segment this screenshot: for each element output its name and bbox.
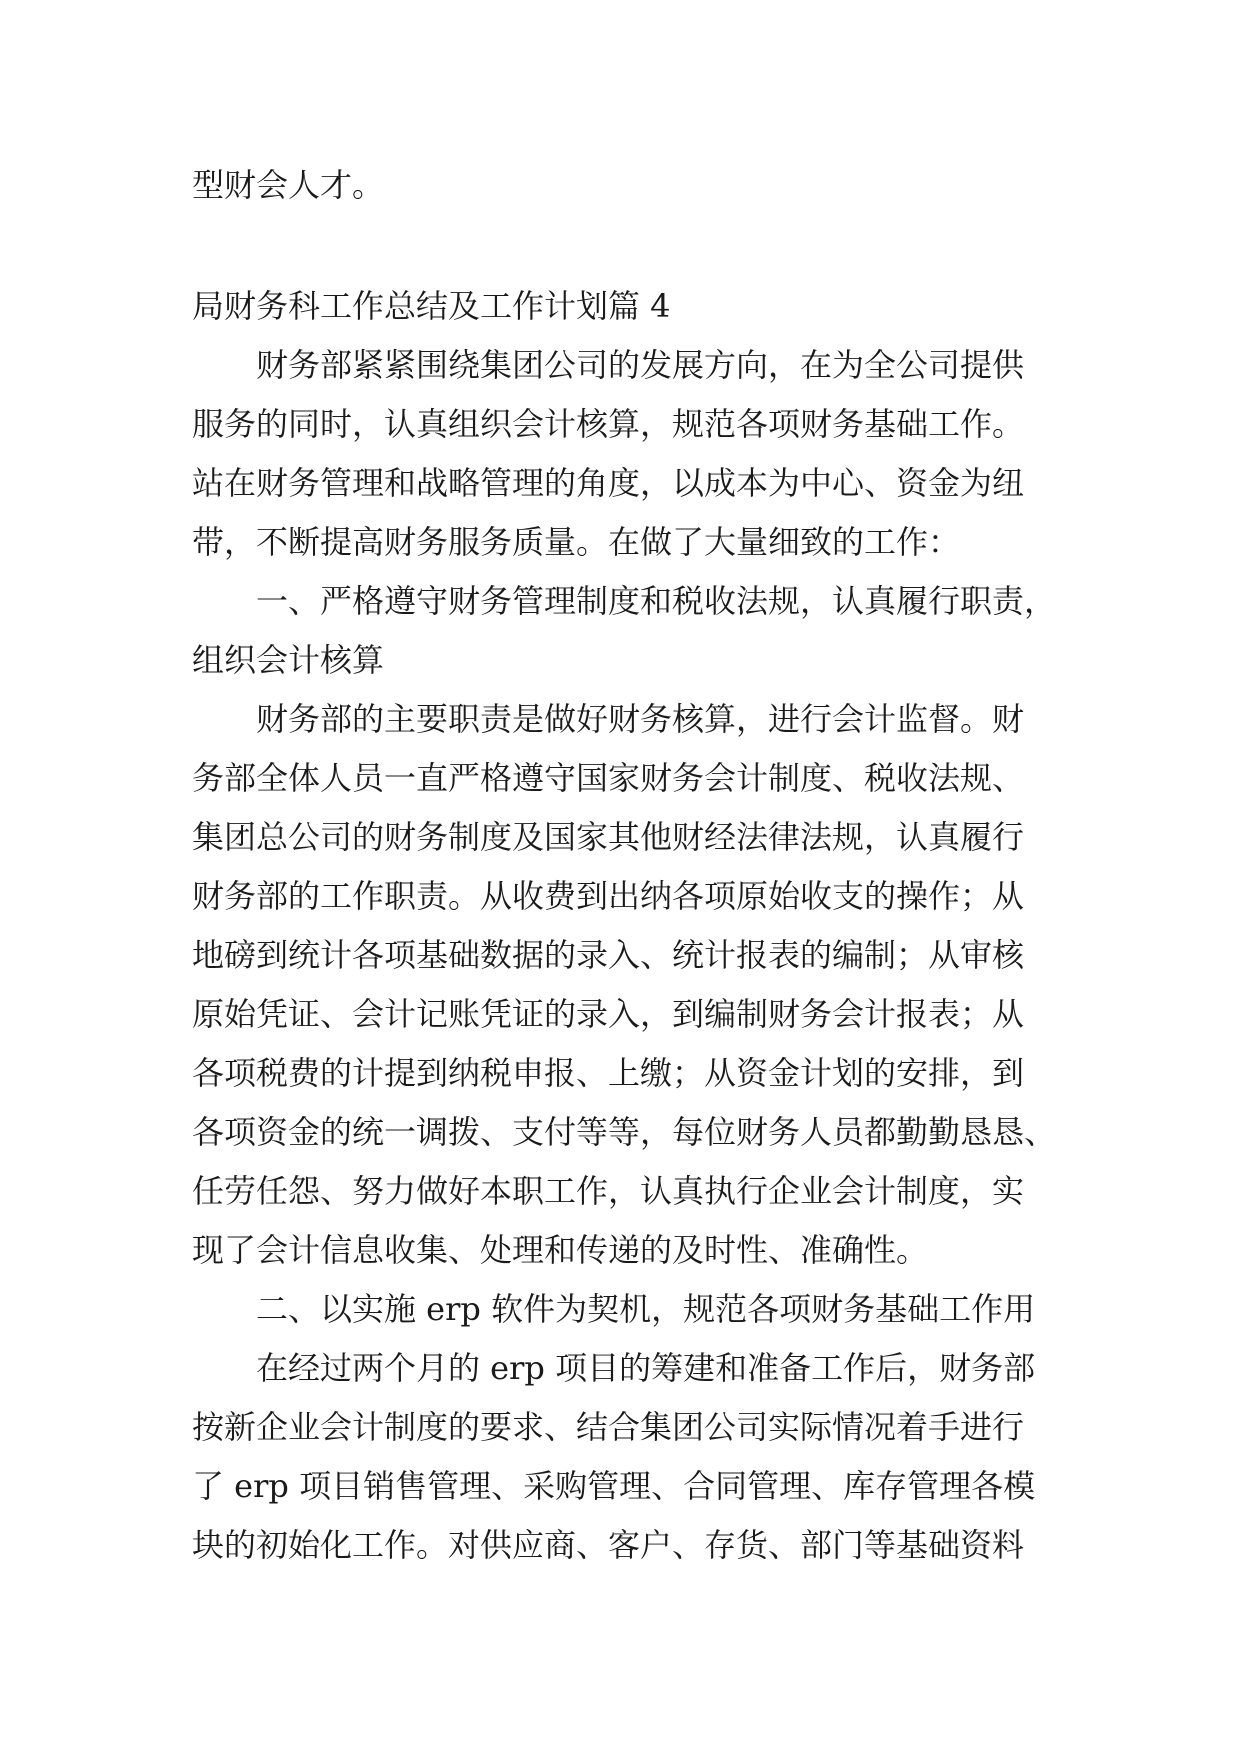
text-line-9: 财务部的主要职责是做好财务核算，进行会计监督。财 [256, 700, 1025, 738]
text-line-17: 任劳任怨、努力做好本职工作，认真执行企业会计制度，实 [192, 1172, 1025, 1210]
text-line-10: 务部全体人员一直严格遵守国家财务会计制度、税收法规、 [192, 759, 1025, 797]
text-line-3: 财务部紧紧围绕集团公司的发展方向，在为全公司提供 [256, 346, 1025, 384]
text-line-21: 按新企业会计制度的要求、结合集团公司实际情况着手进行 [192, 1408, 1025, 1446]
text-line-20: 在经过两个月的 erp 项目的筹建和准备工作后，财务部 [256, 1349, 1036, 1387]
text-line-16: 各项资金的统一调拨、支付等等，每位财务人员都勤勤恳恳、 [192, 1113, 1057, 1151]
text-line-12: 财务部的工作职责。从收费到出纳各项原始收支的操作；从 [192, 877, 1025, 915]
text-line-11: 集团总公司的财务制度及国家其他财经法律法规，认真履行 [192, 818, 1025, 856]
text-line-6: 带，不断提高财务服务质量。在做了大量细致的工作： [192, 523, 961, 561]
section-title: 局财务科工作总结及工作计划篇 4 [192, 287, 671, 325]
text-line-4: 服务的同时，认真组织会计核算，规范各项财务基础工作。 [192, 405, 1025, 443]
heading-two: 二、以实施 erp 软件为契机，规范各项财务基础工作用 [256, 1290, 1036, 1328]
text-line-1: 型财会人才。 [192, 166, 385, 204]
text-line-18: 现了会计信息收集、处理和传递的及时性、准确性。 [192, 1231, 929, 1269]
text-line-22: 了 erp 项目销售管理、采购管理、合同管理、库存管理各模 [192, 1467, 1036, 1505]
text-line-23: 块的初始化工作。对供应商、客户、存货、部门等基础资料 [192, 1526, 1025, 1564]
text-line-8: 组织会计核算 [192, 641, 385, 679]
text-line-15: 各项税费的计提到纳税申报、上缴；从资金计划的安排，到 [192, 1054, 1025, 1092]
text-line-14: 原始凭证、会计记账凭证的录入，到编制财务会计报表；从 [192, 995, 1025, 1033]
text-line-5: 站在财务管理和战略管理的角度，以成本为中心、资金为纽 [192, 464, 1025, 502]
text-line-13: 地磅到统计各项基础数据的录入、统计报表的编制；从审核 [192, 936, 1025, 974]
heading-one: 一、严格遵守财务管理制度和税收法规，认真履行职责， [256, 582, 1057, 620]
